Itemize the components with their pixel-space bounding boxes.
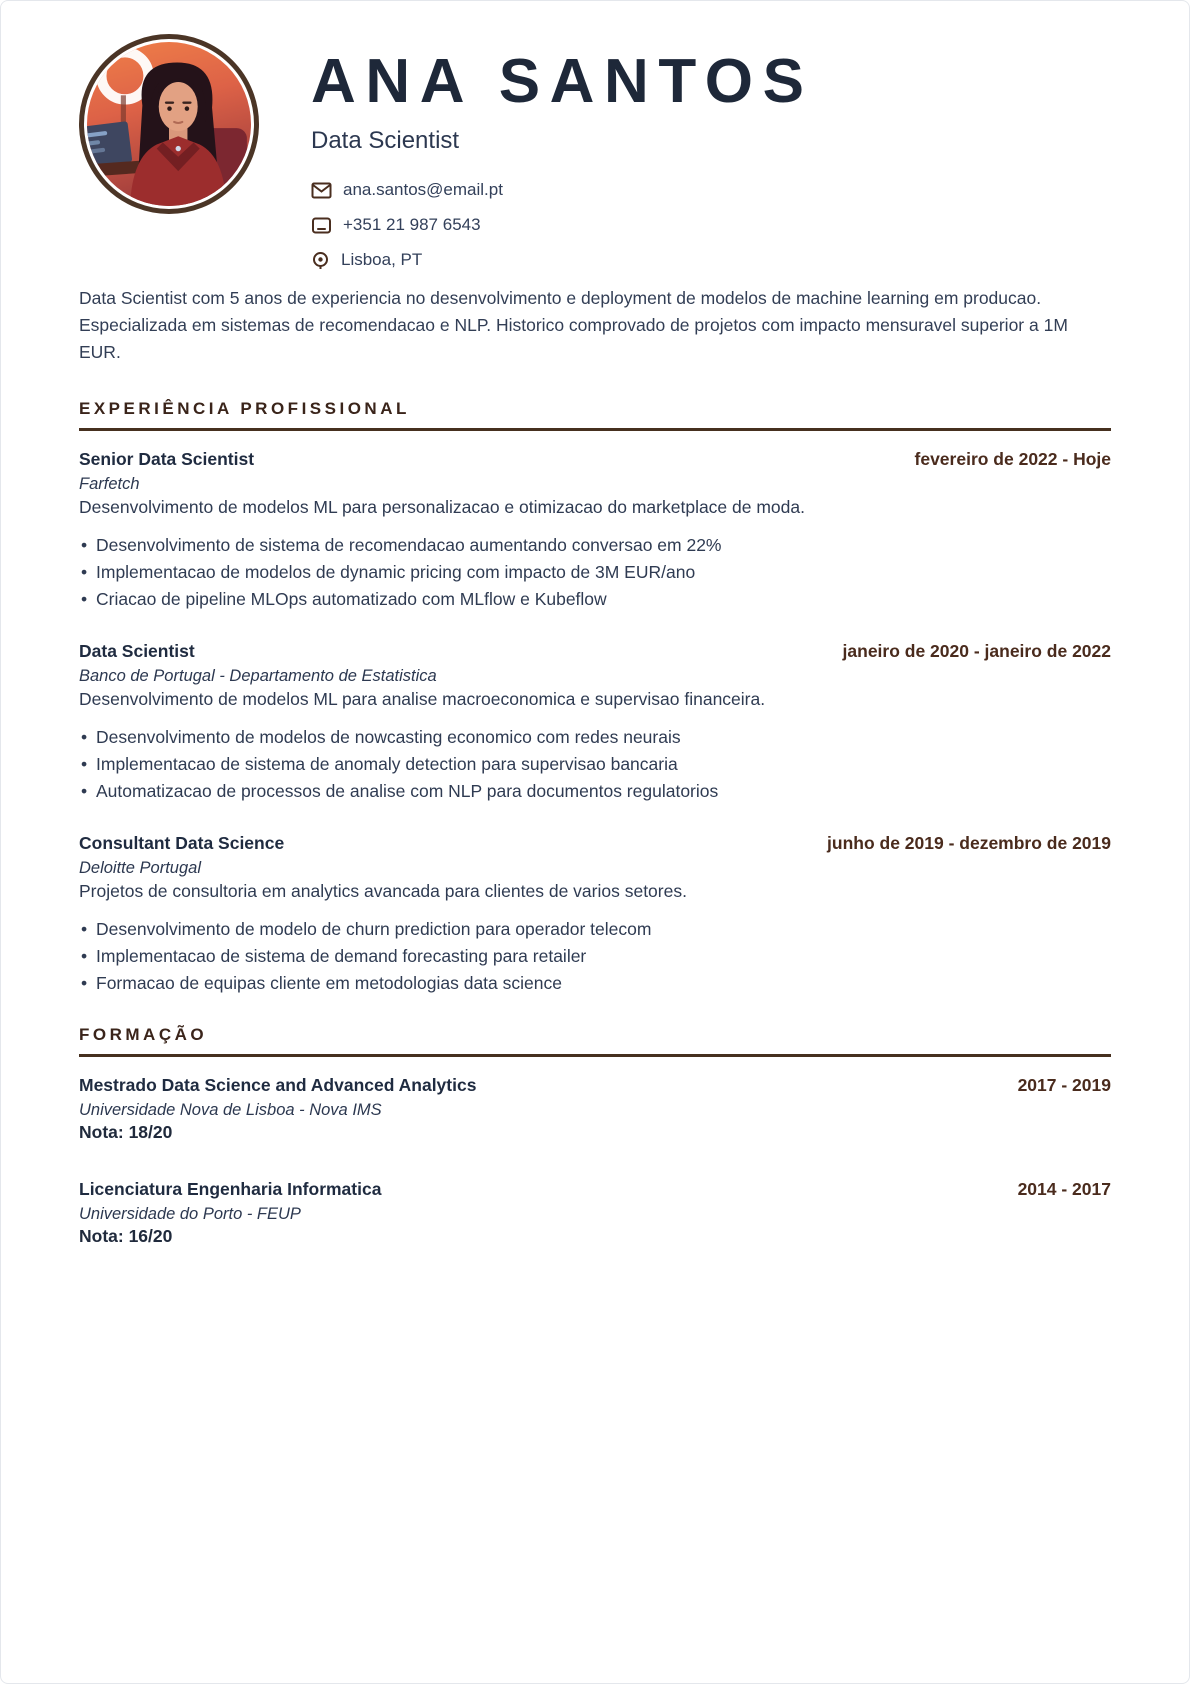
summary-text: Data Scientist com 5 anos de experiencia no desenvolvimento e deployment de modelos de machine learning em producao. Especializada em sistemas de recomendacao e NLP. Historico comprovado de projetos com impacto mensuravel superior a 1M EUR. [79,288,1068,363]
section-experience [79,399,1111,994]
bullet-item: • Desenvolvimento de modelo de churn prediction para operador telecom [79,918,1111,940]
job-title: Data Scientist [311,127,460,155]
bullet-item: • Desenvolvimento de modelos de nowcasting economico com redes neurais [79,726,1111,748]
job-description: Desenvolvimento de modelos ML para personalizacao e otimizacao do marketplace de moda. [79,497,805,518]
education-school: Universidade Nova de Lisboa - Nova IMS [79,1101,382,1120]
contact-list [311,179,814,271]
job-entry [79,449,1111,610]
job-description: Projetos de consultoria em analytics avancada para clientes de varios setores. [79,881,687,902]
contact-email [311,179,814,201]
bullet-item: • Automatizacao de processos de analise com NLP para documentos regulatorios [79,780,1111,802]
education-grade: Nota: 18/20 [79,1122,173,1143]
avatar-illustration [87,42,251,206]
job-period: janeiro de 2020 - janeiro de 2022 [842,641,1111,662]
job-title-text: Consultant Data Science [79,833,285,854]
education-period: 2014 - 2017 [1017,1179,1111,1200]
job-bullets [79,918,1111,994]
section-education [79,1025,1111,1247]
education-period: 2017 - 2019 [1017,1075,1111,1096]
job-period: junho de 2019 - dezembro de 2019 [827,833,1111,854]
job-company: Farfetch [79,475,140,494]
bullet-item: • Implementacao de sistema de demand forecasting para retailer [79,945,1111,967]
education-school: Universidade do Porto - FEUP [79,1205,301,1224]
phone-icon [311,217,332,234]
header-identity [311,34,814,284]
avatar-image [87,42,251,206]
education-grade: Nota: 16/20 [79,1226,173,1247]
job-title-text: Senior Data Scientist [79,449,255,470]
job-entry [79,641,1111,802]
section-heading-education: FORMAÇÃO [79,1025,208,1045]
section-heading-experience: EXPERIÊNCIA PROFISSIONAL [79,399,410,419]
contact-location [311,249,814,271]
contact-phone-value: +351 21 987 6543 [343,215,481,235]
bullet-item: • Desenvolvimento de sistema de recomendacao aumentando conversao em 22% [79,534,1111,556]
job-company: Deloitte Portugal [79,859,201,878]
avatar [79,34,259,214]
job-title-text: Data Scientist [79,641,195,662]
education-entry [79,1075,1111,1143]
job-company: Banco de Portugal - Departamento de Estatistica [79,667,437,686]
education-entry [79,1179,1111,1247]
job-bullets [79,726,1111,802]
contact-email-value: ana.santos@email.pt [343,180,503,200]
bullet-item: • Implementacao de modelos de dynamic pricing com impacto de 3M EUR/ano [79,561,1111,583]
job-bullets [79,534,1111,610]
education-title: Mestrado Data Science and Advanced Analytics [79,1075,477,1096]
contact-phone [311,214,814,236]
location-icon [311,251,330,270]
bullet-item: • Implementacao de sistema de anomaly detection para supervisao bancaria [79,753,1111,775]
section-divider [79,428,1111,431]
mail-icon [311,182,332,199]
section-divider [79,1054,1111,1057]
job-description: Desenvolvimento de modelos ML para analise macroeconomica e supervisao financeira. [79,689,766,710]
bullet-item: • Formacao de equipas cliente em metodologias data science [79,972,1111,994]
header [79,34,1111,284]
page-title: ANA SANTOS [311,47,814,116]
job-period: fevereiro de 2022 - Hoje [914,449,1111,470]
contact-location-value: Lisboa, PT [341,250,423,270]
education-title: Licenciatura Engenharia Informatica [79,1179,382,1200]
job-entry [79,833,1111,994]
bullet-item: • Criacao de pipeline MLOps automatizado com MLflow e Kubeflow [79,588,1111,610]
